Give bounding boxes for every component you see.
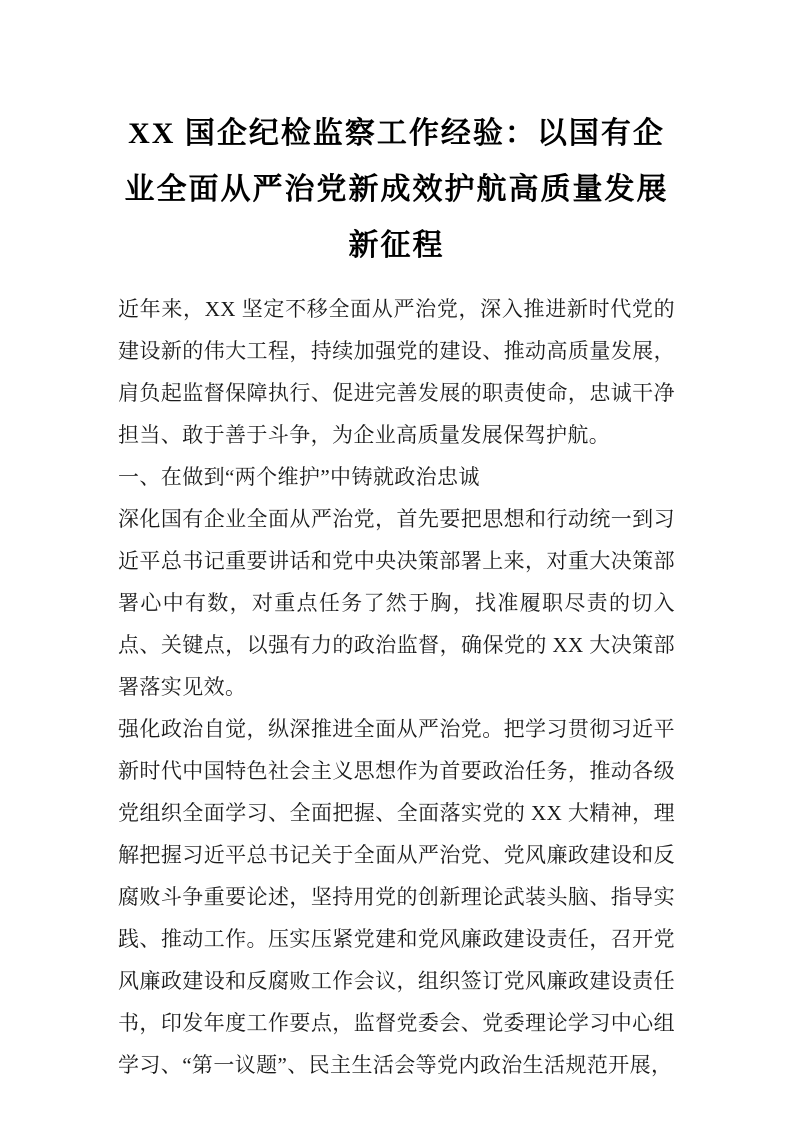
section-heading-1: 一、在做到“两个维护”中铸就政治忠诚 <box>118 465 480 489</box>
paragraph-intro: 近年来，XX 坚定不移全面从严治党，深入推进新时代党的建设新的伟大工程，持续加强党的建设、推动高质量发展，肩负起监督保障执行、促进完善发展的职责使命，忠诚干净担当、敢于善于斗争，为企业高质量发展保驾护航。 <box>118 297 675 447</box>
document-title: XX 国企纪检监察工作经验：以国有企业全面从严治党新成效护航高质量发展新征程 <box>124 117 669 262</box>
paragraph-section1-body1: 深化国有企业全面从严治党，首先要把思想和行动统一到习近平总书记重要讲话和党中央决策部署上来，对重大决策部署心中有数，对重点任务了然于胸，找准履职尽责的切入点、关键点，以强有力的政治监督，确保党的 XX 大决策部署落实见效。 <box>118 507 675 699</box>
paragraph-section1-body2: 强化政治自觉，纵深推进全面从严治党。把学习贯彻习近平新时代中国特色社会主义思想作为首要政治任务，推动各级党组织全面学习、全面把握、全面落实党的 XX 大精神，理解把握习近平总书记关于全面从严治党、党风廉政建设和反腐败斗争重要论述，坚持用党的创新理论武装头脑、指导实践、推动工作。压实压紧党建和党风廉政建设责任，召开党风廉政建设和反腐败工作会议，组织签订党风廉政建设责任书，印发年度工作要点，监督党委会、党委理论学习中心组学习、“第一议题”、民主生活会等党内政治生活规范开展， <box>118 717 675 1077</box>
